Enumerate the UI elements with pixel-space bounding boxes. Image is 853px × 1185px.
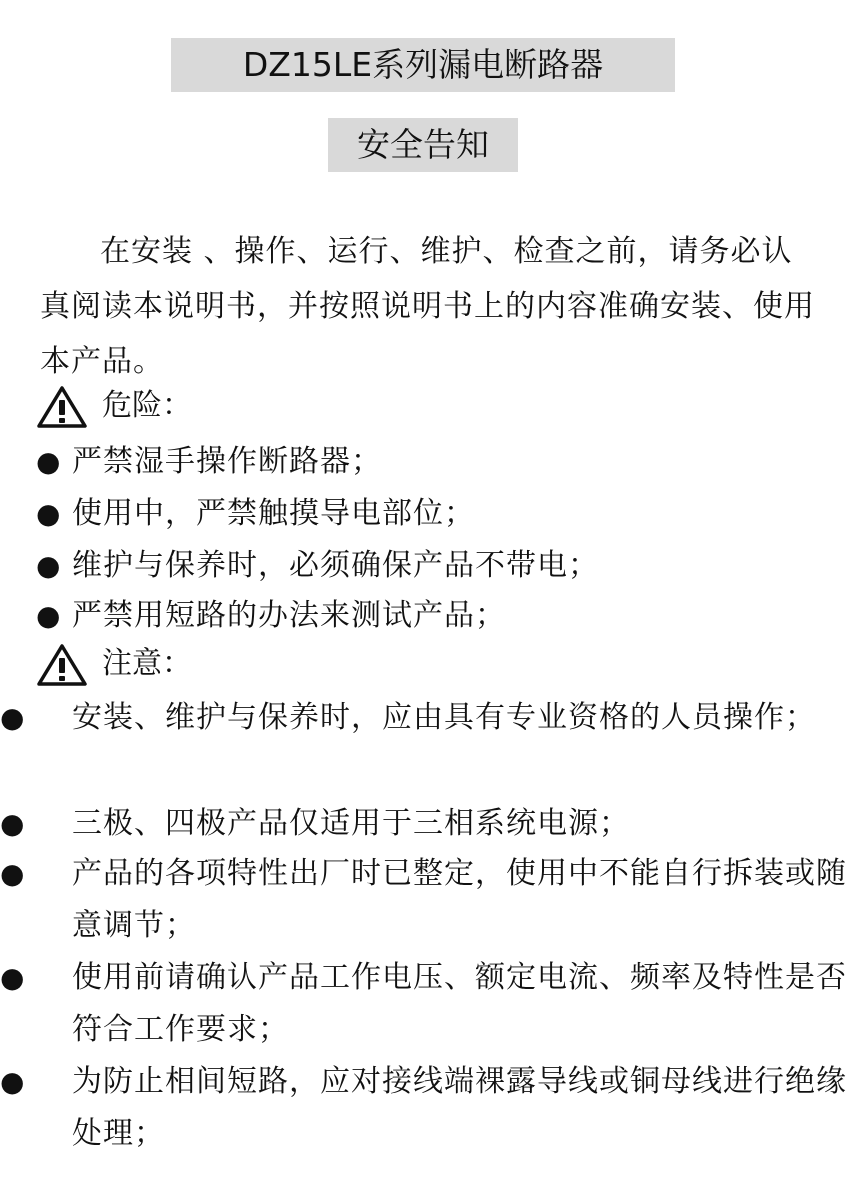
warning-triangle-icon — [36, 643, 88, 687]
list-item: ● 严禁用短路的办法来测试产品； — [36, 590, 826, 642]
document-subtitle: 安全告知 — [328, 118, 518, 172]
bullet-icon: ● — [36, 599, 62, 632]
danger-label: 危险： — [102, 388, 192, 423]
bullet-icon: ● — [0, 701, 26, 734]
bullet-icon: ● — [0, 807, 26, 840]
warning-triangle-icon — [36, 385, 88, 429]
caution-heading — [36, 638, 192, 690]
bullet-icon: ● — [0, 1065, 26, 1098]
list-item: ● 三极、四极产品仅适用于三相系统电源； — [36, 798, 853, 850]
document-title: DZ15LE系列漏电断路器 — [171, 38, 675, 92]
list-item: ● 安装、维护与保养时，应由具有专业资格的人员操作； — [36, 692, 853, 744]
bullet-icon: ● — [0, 961, 26, 994]
list-item: ● 产品的各项特性出厂时已整定，使用中不能自行拆装或随意调节； — [36, 848, 853, 952]
list-item: ● 使用中，严禁触摸导电部位； — [36, 488, 826, 540]
bullet-icon: ● — [36, 549, 62, 582]
list-item: ● 严禁湿手操作断路器； — [36, 436, 826, 488]
bullet-icon: ● — [36, 445, 62, 478]
list-item: ● 为防止相间短路，应对接线端裸露导线或铜母线进行绝缘处理； — [36, 1056, 853, 1160]
bullet-icon: ● — [0, 857, 26, 890]
list-item: ● 使用前请确认产品工作电压、额定电流、频率及特性是否符合工作要求； — [36, 952, 853, 1056]
bullet-icon: ● — [36, 497, 62, 530]
danger-heading — [36, 380, 192, 432]
caution-label: 注意： — [102, 646, 192, 681]
list-item: ● 维护与保养时，必须确保产品不带电； — [36, 540, 826, 592]
intro-paragraph: 在安装 、操作、运行、维护、检查之前，请务必认真阅读本说明书，并按照说明书上的内容准确安装、使用本产品。 — [40, 234, 815, 379]
